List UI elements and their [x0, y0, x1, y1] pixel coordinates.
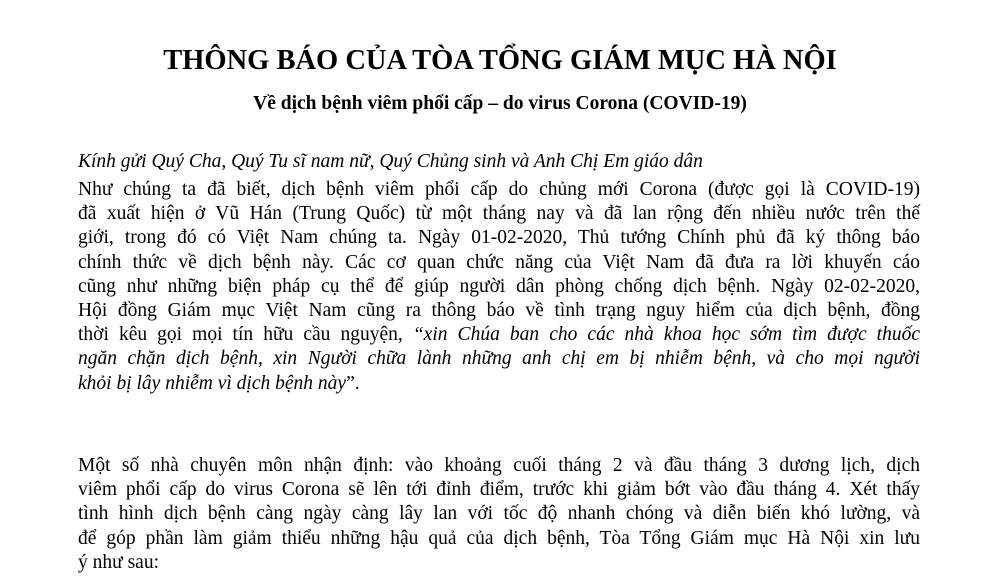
- document-title: THÔNG BÁO CỦA TÒA TỔNG GIÁM MỤC HÀ NỘI: [163, 45, 837, 76]
- paragraph-2-line: để góp phần làm giảm thiểu những hậu quả của dịch bệnh, Tòa Tổng Giám mục Hà Nội xin lưu: [78, 527, 920, 549]
- paragraph-1-line: [78, 372, 920, 396]
- paragraph-2-line: Một số nhà chuyên môn nhận định: vào khoảng cuối tháng 2 và đầu tháng 3 dương lịch, dịch: [78, 455, 920, 476]
- prayer-intro-text: thời kêu gọi mọi tín hữu cầu nguyện,: [78, 324, 413, 346]
- paragraph-1-line: đã xuất hiện ở Vũ Hán (Trung Quốc) từ một tháng nay và đã lan rộng đến nhiều nước trên thế: [78, 203, 920, 225]
- paragraph-1-line: Hội đồng Giám mục Việt Nam cũng ra thông báo về tình trạng nguy hiểm của dịch bệnh, đồng: [78, 299, 920, 321]
- paragraph-1-line: Như chúng ta đã biết, dịch bệnh viêm phổi cấp do chủng mới Corona (được gọi là COVID-19): [78, 179, 920, 200]
- salutation: Kính gửi Quý Cha, Quý Tu sĩ nam nữ, Quý Chủng sinh và Anh Chị Em giáo dân: [78, 151, 703, 172]
- paragraph-1-line: giới, trong đó có Việt Nam chúng ta. Ngày 01-02-2020, Thủ tướng Chính phủ đã ký thông báo: [78, 227, 920, 249]
- quote-close-mark: ”.: [346, 372, 360, 394]
- paragraph-1-line: chính thức về dịch bệnh này. Các cơ quan chức năng của Việt Nam đã đưa ra lời khuyến cáo: [78, 251, 920, 273]
- paragraph-2: [78, 454, 920, 575]
- prayer-quote-start: “xin Chúa ban cho các nhà khoa học sớm tìm được thuốc: [412, 324, 920, 346]
- prayer-quote-end: khỏi bị lây nhiễm vì dịch bệnh này: [78, 372, 347, 394]
- paragraph-2-line: viêm phổi cấp do virus Corona sẽ lên tới đỉnh điểm, trước khi giảm bớt vào đầu tháng 4. Xét thấy: [78, 479, 920, 501]
- prayer-quote-line: ngăn chặn dịch bệnh, xin Người chữa lành những anh chị em bị nhiễm bệnh, và cho mọi người: [78, 348, 920, 370]
- paragraph-1-line: [78, 323, 920, 347]
- paragraph-2-line: tình hình dịch bệnh càng ngày càng lây lan với tốc độ nhanh chóng và diễn biến khó lường, và: [78, 503, 920, 525]
- document-subtitle: Về dịch bệnh viêm phổi cấp – do virus Corona (COVID-19): [253, 93, 747, 114]
- paragraph-2-line: ý như sau:: [78, 551, 159, 573]
- paragraph-1-line: cũng như những biện pháp cụ thể để giúp người dân phòng chống dịch bệnh. Ngày 02-02-2020,: [78, 275, 920, 297]
- paragraph-1: [78, 178, 920, 396]
